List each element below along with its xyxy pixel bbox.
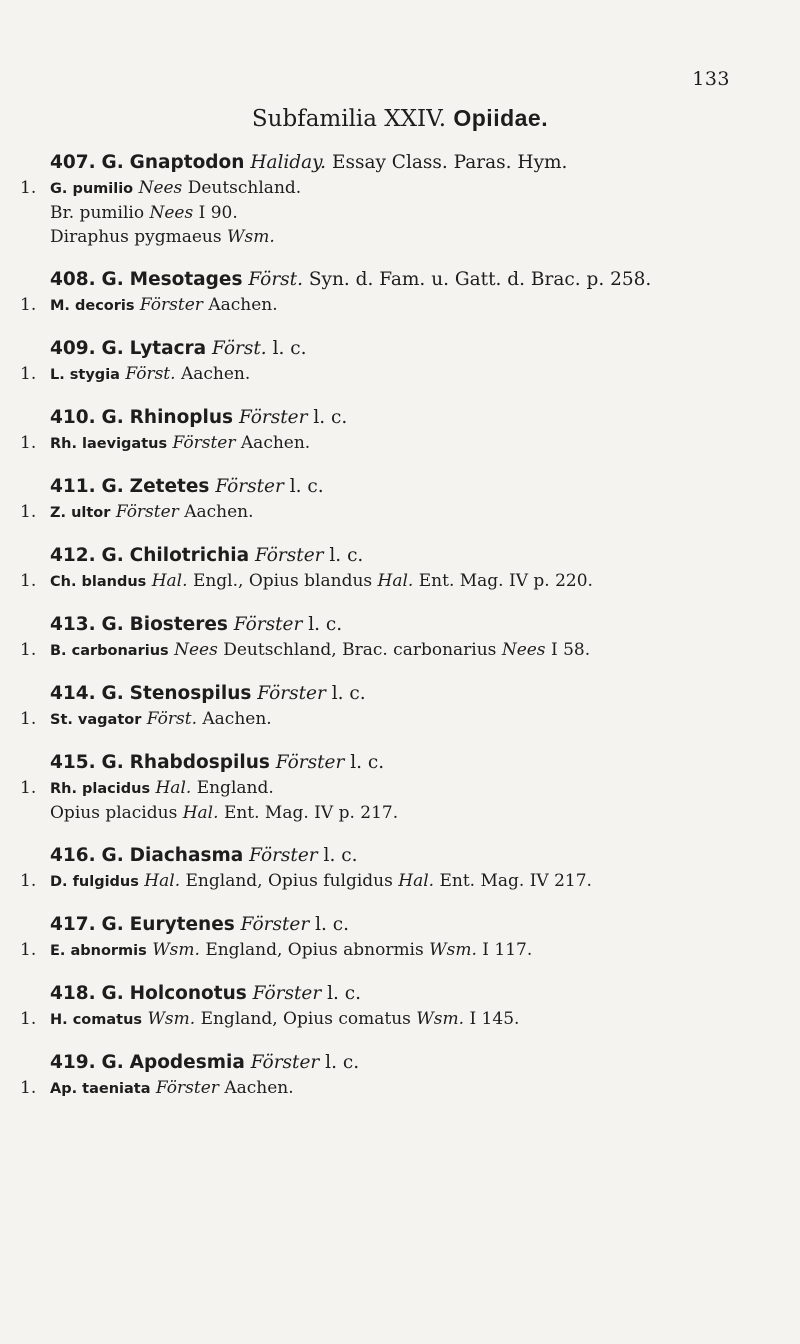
species-author: Förster: [172, 433, 236, 453]
genus-heading: [20, 750, 790, 776]
genus-author: Förster: [249, 845, 318, 866]
genus-heading: [20, 150, 790, 176]
synonym-reference: Ent. Mag. IV 217.: [439, 871, 592, 891]
genus-prefix: G.: [101, 914, 124, 935]
species-index: 1.: [20, 571, 37, 591]
species-locality: Aachen.: [208, 295, 278, 315]
genus-heading: [20, 267, 790, 293]
family-name: Opiidae.: [453, 105, 549, 131]
genus-prefix: G.: [101, 545, 124, 566]
species-index: 1.: [20, 709, 37, 729]
genus-name: Mesotages: [129, 269, 243, 290]
genus-number: 414.: [50, 683, 96, 704]
genus-name: Eurytenes: [129, 914, 235, 935]
page-number: 133: [692, 68, 730, 90]
genus-number: 412.: [50, 545, 96, 566]
species-author: Först.: [125, 364, 176, 384]
genus-entry: [20, 981, 790, 1032]
species-locality: England, Opius fulgidus: [185, 871, 393, 891]
species-index: 1.: [20, 295, 37, 315]
species-line: [20, 293, 790, 318]
genus-heading: [20, 474, 790, 500]
genus-entry: [20, 750, 790, 825]
genus-author: Förster: [240, 914, 310, 935]
species-name: Ap. taeniata: [50, 1081, 151, 1097]
genus-entry: [20, 612, 790, 663]
species-line: [20, 569, 790, 594]
genus-prefix: G.: [101, 614, 124, 635]
synonym-author: Wsm.: [227, 227, 275, 247]
genus-entry: [20, 336, 790, 387]
species-locality: Deutschland, Brac. carbonarius: [223, 640, 497, 660]
species-author: Hal.: [155, 778, 192, 798]
genus-entry: [20, 267, 790, 318]
species-author: Förster: [155, 1078, 219, 1098]
synonym-reference: I 90.: [198, 203, 238, 223]
genus-number: 417.: [50, 914, 96, 935]
synonym-author: Nees: [501, 640, 546, 660]
genus-name: Rhinoplus: [129, 407, 234, 428]
genus-reference: l. c.: [289, 476, 324, 497]
genus-author: Förster: [252, 983, 322, 1004]
genus-name: Holconotus: [129, 983, 247, 1004]
genus-reference: Essay Class. Paras. Hym.: [331, 152, 568, 173]
synonym-reference: Ent. Mag. IV p. 220.: [418, 571, 593, 591]
genus-prefix: G.: [101, 983, 124, 1004]
genus-author: Förster: [233, 614, 303, 635]
genus-heading: [20, 843, 790, 869]
genus-reference: l. c.: [327, 983, 362, 1004]
genus-prefix: G.: [101, 752, 124, 773]
genus-prefix: G.: [101, 338, 124, 359]
genus-name: Diachasma: [129, 845, 244, 866]
genus-author: Förster: [238, 407, 308, 428]
genus-reference: l. c.: [331, 683, 366, 704]
species-index: 1.: [20, 178, 37, 198]
genus-reference: l. c.: [329, 545, 364, 566]
species-index: 1.: [20, 871, 37, 891]
synonym-author: Hal.: [398, 871, 435, 891]
species-name: Ch. blandus: [50, 574, 147, 590]
species-name: M. decoris: [50, 298, 135, 314]
genus-reference: l. c.: [323, 845, 358, 866]
genus-heading: [20, 612, 790, 638]
genus-number: 418.: [50, 983, 96, 1004]
genus-prefix: G.: [101, 1052, 124, 1073]
species-name: H. comatus: [50, 1012, 143, 1028]
species-index: 1.: [20, 1009, 37, 1029]
genus-heading: [20, 1050, 790, 1076]
genus-author: Förster: [257, 683, 326, 704]
genus-author: Förster: [275, 752, 345, 773]
synonym-author: Wsm.: [416, 1009, 465, 1029]
synonym-name: Opius placidus: [50, 803, 178, 823]
species-author: Nees: [138, 178, 183, 198]
genus-name: Chilotrichia: [129, 545, 250, 566]
species-locality: England, Opius abnormis: [205, 940, 424, 960]
species-line: [20, 776, 790, 801]
genus-author: Förster: [250, 1052, 320, 1073]
species-line: [20, 638, 790, 663]
genus-prefix: G.: [101, 407, 124, 428]
genus-heading: [20, 543, 790, 569]
species-name: Rh. laevigatus: [50, 436, 168, 452]
synonym-reference: I 58.: [550, 640, 591, 660]
synonym-name: Diraphus pygmaeus: [50, 227, 222, 247]
species-line: [20, 362, 790, 387]
species-author: Nees: [174, 640, 218, 660]
species-locality: England, Opius comatus: [200, 1009, 411, 1029]
species-locality: Aachen.: [240, 433, 311, 453]
genus-entry: [20, 912, 790, 963]
species-index: 1.: [20, 640, 37, 660]
species-name: L. stygia: [50, 367, 120, 383]
synonym-author: Hal.: [182, 803, 219, 823]
genus-prefix: G.: [101, 269, 124, 290]
species-line: [20, 431, 790, 456]
species-author: Wsm.: [152, 940, 200, 960]
synonym-reference: I 145.: [469, 1009, 520, 1029]
genus-name: Lytacra: [129, 338, 207, 359]
species-index: 1.: [20, 1078, 37, 1098]
subfamily-heading: [0, 105, 800, 132]
species-name: Rh. placidus: [50, 781, 151, 797]
species-locality: Engl., Opius blandus: [192, 571, 373, 591]
genus-entry: [20, 474, 790, 525]
genus-author: Förster: [215, 476, 284, 497]
species-author: Wsm.: [147, 1009, 196, 1029]
genus-prefix: G.: [101, 152, 124, 173]
synonym-line: [20, 225, 790, 249]
genus-heading: [20, 405, 790, 431]
synonym-reference: Ent. Mag. IV p. 217.: [223, 803, 399, 823]
species-author: Först.: [146, 709, 197, 729]
genus-heading: [20, 336, 790, 362]
genus-number: 410.: [50, 407, 96, 428]
genus-author: Förster: [254, 545, 324, 566]
genus-entry: [20, 150, 790, 249]
species-locality: Aachen.: [224, 1078, 294, 1098]
genus-reference: l. c.: [308, 614, 343, 635]
genus-author: Först.: [212, 338, 267, 359]
species-name: D. fulgidus: [50, 874, 139, 890]
genus-reference: l. c.: [350, 752, 385, 773]
species-line: [20, 1076, 790, 1101]
synonym-reference: I 117.: [482, 940, 533, 960]
genus-reference: l. c.: [313, 407, 348, 428]
genus-number: 419.: [50, 1052, 96, 1073]
subfamily-label: Subfamilia XXIV.: [251, 106, 447, 132]
genus-reference: l. c.: [272, 338, 307, 359]
species-name: E. abnormis: [50, 943, 147, 959]
genus-entry: [20, 1050, 790, 1101]
genus-heading: [20, 912, 790, 938]
species-locality: Aachen.: [180, 364, 251, 384]
genus-number: 409.: [50, 338, 96, 359]
genus-number: 408.: [50, 269, 96, 290]
synonym-name: Br. pumilio: [50, 203, 145, 223]
species-author: Förster: [139, 295, 203, 315]
species-locality: Aachen.: [184, 502, 254, 522]
entries-list: [20, 150, 790, 1119]
genus-name: Stenospilus: [129, 683, 252, 704]
genus-author: Först.: [248, 269, 303, 290]
genus-name: Gnaptodon: [129, 152, 245, 173]
species-index: 1.: [20, 364, 37, 384]
species-line: [20, 707, 790, 732]
species-line: [20, 1007, 790, 1032]
genus-number: 415.: [50, 752, 96, 773]
synonym-author: Wsm.: [429, 940, 477, 960]
species-author: Hal.: [151, 571, 188, 591]
synonym-author: Hal.: [377, 571, 414, 591]
genus-author: Haliday.: [250, 152, 327, 173]
species-line: [20, 938, 790, 963]
genus-entry: [20, 543, 790, 594]
genus-prefix: G.: [101, 683, 124, 704]
genus-number: 411.: [50, 476, 96, 497]
genus-entry: [20, 681, 790, 732]
genus-number: 407.: [50, 152, 96, 173]
genus-name: Zetetes: [129, 476, 210, 497]
genus-entry: [20, 843, 790, 894]
genus-reference: l. c.: [315, 914, 350, 935]
genus-reference: l. c.: [325, 1052, 360, 1073]
species-author: Hal.: [144, 871, 181, 891]
genus-heading: [20, 681, 790, 707]
species-locality: England.: [196, 778, 274, 798]
genus-prefix: G.: [101, 845, 124, 866]
genus-number: 416.: [50, 845, 96, 866]
genus-reference: Syn. d. Fam. u. Gatt. d. Brac. p. 258.: [308, 269, 652, 290]
species-index: 1.: [20, 940, 37, 960]
species-index: 1.: [20, 433, 37, 453]
species-index: 1.: [20, 502, 37, 522]
synonym-line: [20, 801, 790, 825]
synonym-line: [20, 201, 790, 225]
species-name: Z. ultor: [50, 505, 111, 521]
species-locality: Deutschland.: [187, 178, 302, 198]
species-name: B. carbonarius: [50, 643, 169, 659]
species-name: St. vagator: [50, 712, 142, 728]
species-line: [20, 176, 790, 201]
species-line: [20, 869, 790, 894]
genus-name: Rhabdospilus: [129, 752, 270, 773]
genus-heading: [20, 981, 790, 1007]
species-line: [20, 500, 790, 525]
species-name: G. pumilio: [50, 181, 134, 197]
species-author: Förster: [115, 502, 179, 522]
genus-prefix: G.: [101, 476, 124, 497]
genus-name: Biosteres: [129, 614, 228, 635]
genus-entry: [20, 405, 790, 456]
genus-name: Apodesmia: [129, 1052, 245, 1073]
genus-number: 413.: [50, 614, 96, 635]
synonym-author: Nees: [149, 203, 194, 223]
species-locality: Aachen.: [202, 709, 272, 729]
species-index: 1.: [20, 778, 37, 798]
